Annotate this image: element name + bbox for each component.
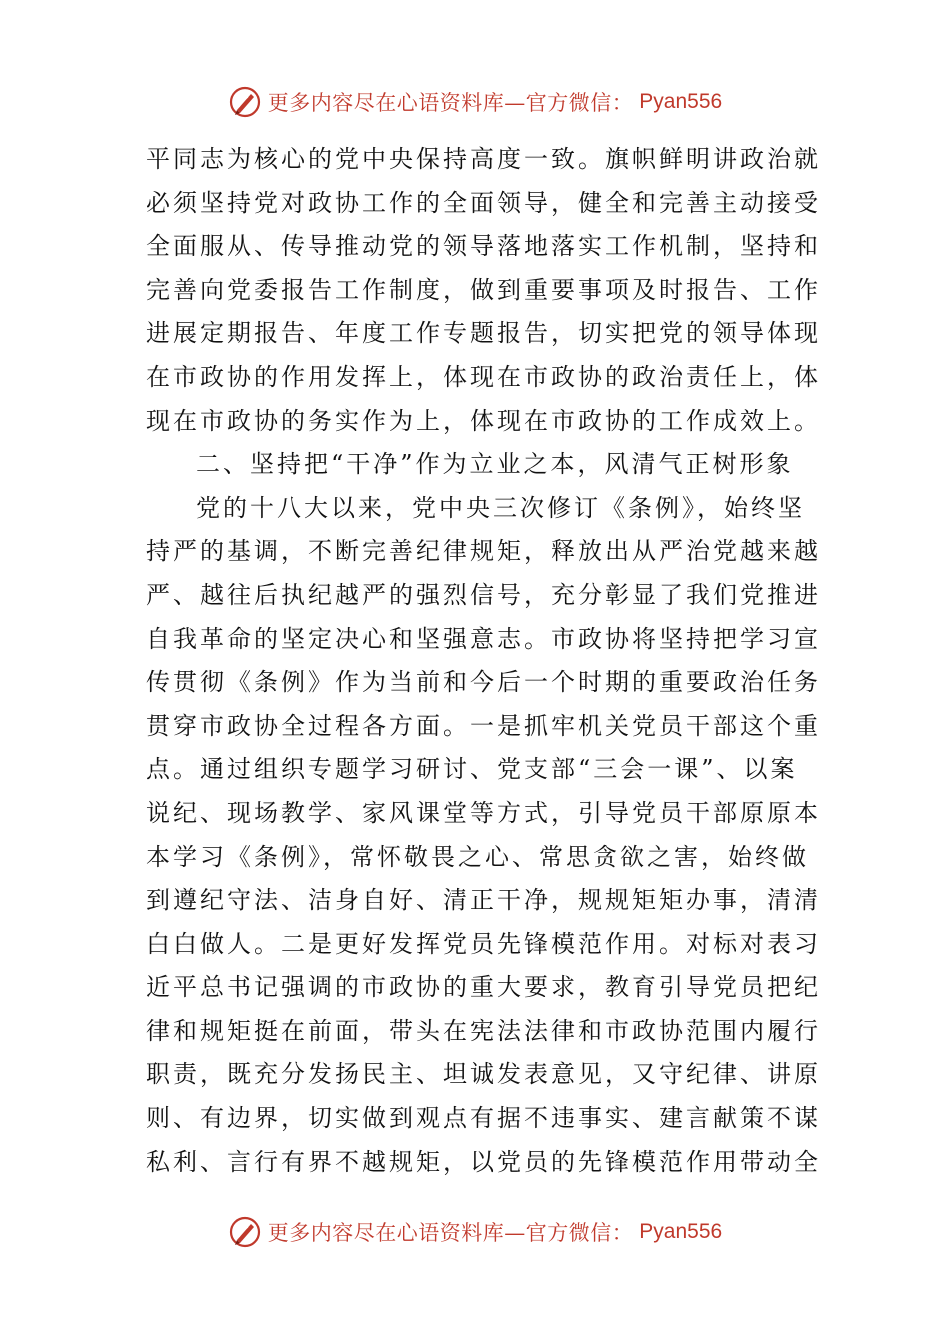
- text-line: 党的十八大以来，党中央三次修订《条例》，始终坚: [196, 493, 805, 522]
- text-line: 职责，既充分发扬民主、坦诚发表意见，又守纪律、讲原: [146, 1060, 821, 1089]
- text-line: 到遵纪守法、洁身自好、清正干净，规规矩矩办事，清清: [146, 886, 821, 915]
- text-line: 进展定期报告、年度工作专题报告，切实把党的领导体现: [146, 319, 821, 348]
- text-line: 传贯彻《条例》作为当前和今后一个时期的重要政治任务: [146, 668, 821, 697]
- text-line: 则、有边界，切实做到观点有据不违事实、建言献策不谋: [146, 1104, 821, 1133]
- text-line: 完善向党委报告工作制度，做到重要事项及时报告、工作: [146, 275, 821, 304]
- header-watermark: [0, 80, 950, 124]
- watermark-wechat-id: Pyan556: [639, 90, 723, 113]
- section-heading: 二、坚持把“干净”作为立业之本，风清气正树形象: [196, 450, 794, 479]
- watermark-text: 更多内容尽在心语资料库—官方微信：: [267, 91, 634, 115]
- pen-logo-icon: [228, 1215, 262, 1249]
- text-line: 自我革命的坚定决心和坚强意志。市政协将坚持把学习宣: [146, 624, 821, 653]
- text-line: 严、越往后执纪越严的强烈信号，充分彰显了我们党推进: [146, 580, 821, 609]
- text-line: 律和规矩挺在前面，带头在宪法法律和市政协范围内履行: [146, 1016, 821, 1045]
- text-line: 在市政协的作用发挥上，体现在市政协的政治责任上，体: [146, 362, 821, 391]
- text-line: 全面服从、传导推动党的领导落地落实工作机制，坚持和: [146, 232, 821, 261]
- watermark-wechat-id: Pyan556: [639, 1220, 723, 1243]
- text-line: 持严的基调，不断完善纪律规矩，释放出从严治党越来越: [146, 537, 821, 566]
- document-body: [146, 138, 821, 1184]
- text-line: 说纪、现场教学、家风课堂等方式，引导党员干部原原本: [146, 798, 821, 827]
- text-line: 现在市政协的务实作为上，体现在市政协的工作成效上。: [146, 406, 821, 435]
- watermark-text: 更多内容尽在心语资料库—官方微信：: [267, 1221, 634, 1245]
- text-line: 白白做人。二是更好发挥党员先锋模范作用。对标对表习: [146, 929, 821, 958]
- footer-watermark: [0, 1210, 950, 1254]
- text-line: 必须坚持党对政协工作的全面领导，健全和完善主动接受: [146, 188, 821, 217]
- text-line: 近平总书记强调的市政协的重大要求，教育引导党员把纪: [146, 973, 821, 1002]
- text-line: 贯穿市政协全过程各方面。一是抓牢机关党员干部这个重: [146, 711, 821, 740]
- text-line: 私利、言行有界不越规矩，以党员的先锋模范作用带动全: [146, 1147, 821, 1176]
- text-line: 本学习《条例》，常怀敬畏之心、常思贪欲之害，始终做: [146, 842, 809, 871]
- text-line: 点。通过组织专题学习研讨、党支部“三会一课”、以案: [146, 755, 798, 784]
- pen-logo-icon: [228, 85, 262, 119]
- text-line: 平同志为核心的党中央保持高度一致。旗帜鲜明讲政治就: [146, 145, 821, 173]
